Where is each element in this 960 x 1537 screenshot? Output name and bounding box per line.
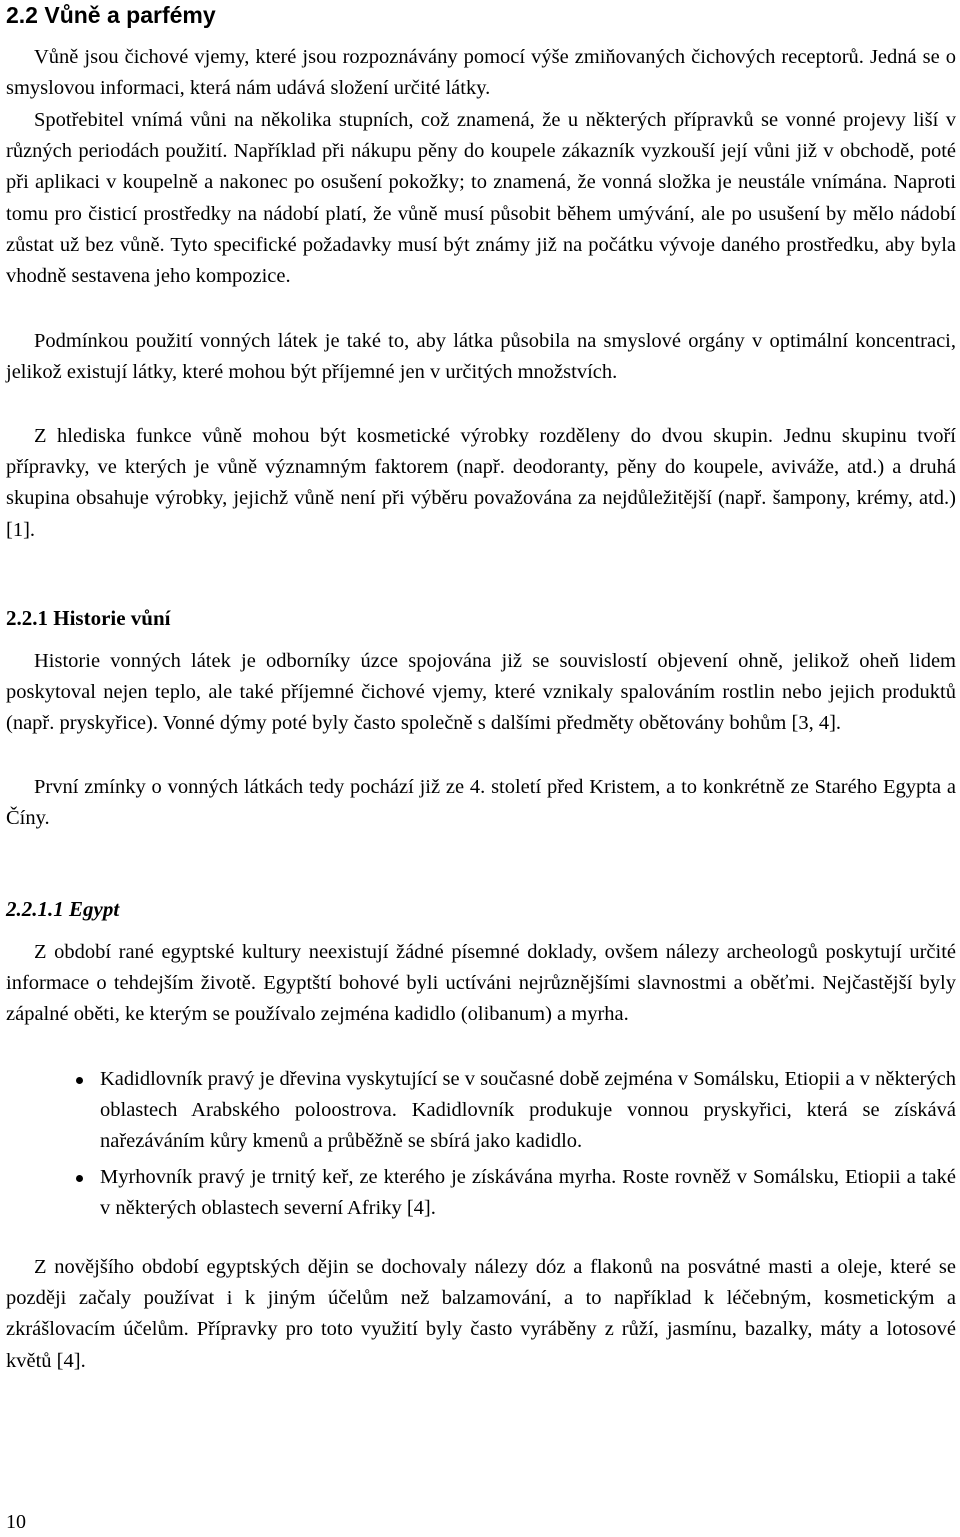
paragraph-first-mentions: První zmínky o vonných látkách tedy pochází již ze 4. století před Kristem, a to konkrétně ze Starého Egypta a Číny. bbox=[6, 776, 956, 830]
bullet-icon bbox=[76, 1175, 83, 1182]
paragraph-consumer-perception: Spotřebitel vnímá vůni na několika stupních, což znamená, že u některých přípravků se vonné projevy liší v různých periodách použití. Například při nákupu pěny do koupele zákazník vyzkouší její vůni již v obchodě, poté při aplikaci v koupelně a nakonec po osušení pokožky; to znamená, že vonná složka je neustále vnímána. Naproti tomu pro čisticí prostředky na nádobí platí, že vůně musí působit během umývání, ale po usušení by mělo nádobí zůstat už bez vůně. Tyto specifické požadavky musí být známy již na počátku vývoje daného prostředku, aby byla vhodně sestavena jeho kompozice. bbox=[6, 109, 956, 288]
subsection-heading: 2.2.1 Historie vůní bbox=[6, 606, 171, 630]
paragraph-concentration: Podmínkou použití vonných látek je také to, aby látka působila na smyslové orgány v optimální koncentraci, jelikož existují látky, které mohou být příjemné jen v určitých množstvích. bbox=[6, 330, 956, 384]
paragraph-intro: Vůně jsou čichové vjemy, které jsou rozpoznávány pomocí výše zmiňovaných čichových receptorů. Jedná se o smyslovou informaci, která nám udává složení určité látky. bbox=[6, 46, 956, 100]
bullet-list bbox=[6, 1064, 956, 1228]
list-item bbox=[6, 1064, 956, 1158]
bullet-text: Myrhovník pravý je trnitý keř, ze kterého je získávána myrha. Roste rovněž v Somálsku, Etiopii a také v některých oblastech severní Afriky [4]. bbox=[100, 1165, 956, 1219]
list-item bbox=[6, 1162, 956, 1224]
paragraph-product-groups: Z hlediska funkce vůně mohou být kosmetické výrobky rozděleny do dvou skupin. Jednu skupinu tvoří přípravky, ve kterých je vůně významným faktorem (např. deodoranty, pěny do koupele, aviváže, atd.) a druhá skupina obsahuje výrobky, jejichž vůně není při výběru považována za nejdůležitější (např. šampony, krémy, atd.) [1]. bbox=[6, 425, 956, 541]
paragraph-egypt-intro: Z období rané egyptské kultury neexistují žádné písemné doklady, ovšem nálezy archeologů poskytují určité informace o tehdejším životě. Egyptští bohové byli uctíváni nejrůznějšími slavnostmi a oběťmi. Nejčastější byly zápalné oběti, ke kterým se používalo zejména kadidlo (olibanum) a myrha. bbox=[6, 941, 956, 1026]
section-heading: 2.2 Vůně a parfémy bbox=[6, 2, 216, 28]
paragraph-newer-period: Z novějšího období egyptských dějin se dochovaly nálezy dóz a flakonů na posvátné masti a oleje, které se později začaly používat i k jiným účelům než balzamování, a to například k léčebným, kosmetickým a zkrášlovacím účelům. Přípravky pro toto využití byly často vyráběny z růží, jasmínu, bazalky, máty a lotosové květů [4]. bbox=[6, 1256, 956, 1372]
bullet-text: Kadidlovník pravý je dřevina vyskytující se v současné době zejména v Somálsku, Etiopii a v některých oblastech Arabského poloostrova. Kadidlovník produkuje vonnou pryskyřici, která se získává nařezáváním kůry kmenů a průběžně se sbírá jako kadidlo. bbox=[100, 1068, 956, 1153]
page-number: 10 bbox=[6, 1511, 26, 1533]
paragraph-history: Historie vonných látek je odborníky úzce spojována již se souvislostí objevení ohně, jelikož oheň lidem poskytoval nejen teplo, ale také příjemné čichové vjemy, které vznikaly spalováním rostlin nebo jejich produktů (např. pryskyřice). Vonné dýmy poté byly často společně s dalšími předměty obětovány bohům [3, 4]. bbox=[6, 650, 956, 735]
bullet-icon bbox=[76, 1077, 83, 1084]
subsubsection-heading: 2.2.1.1 Egypt bbox=[6, 897, 120, 921]
